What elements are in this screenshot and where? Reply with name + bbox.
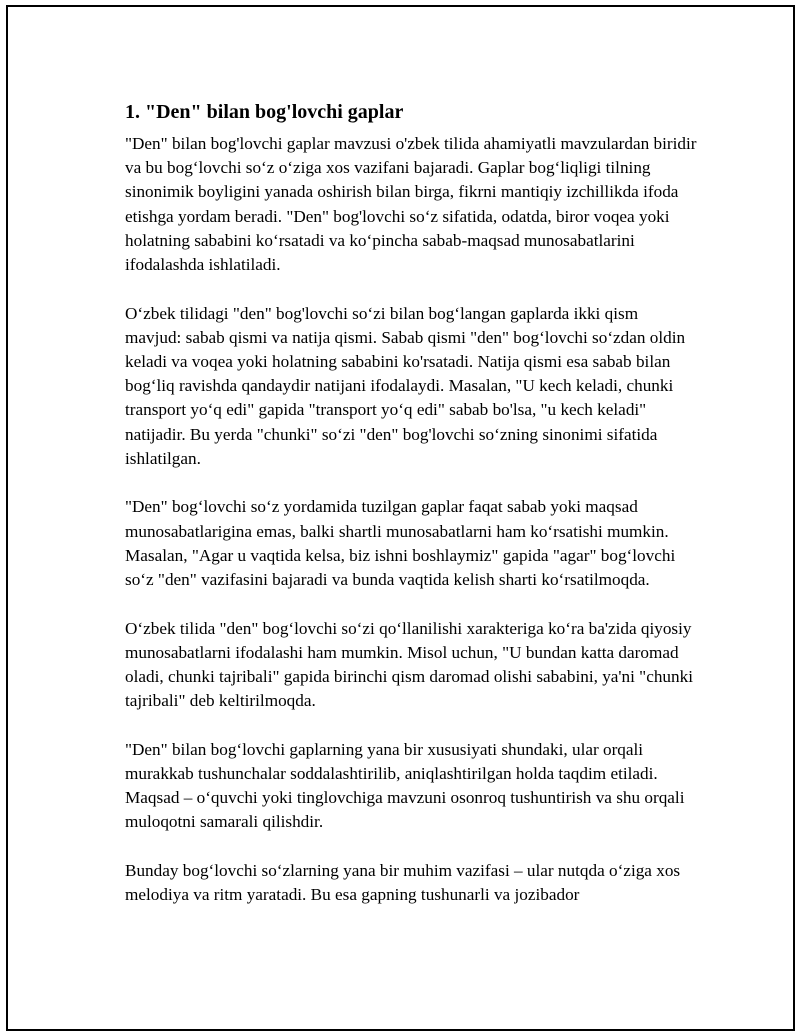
paragraph-3: "Den" bog‘lovchi so‘z yordamida tuzilgan gaplar faqat sabab yoki maqsad munosabatlarigina emas, balki shartli munosabatlarni ham ko‘rsatishi mumkin. Masalan, "Agar u vaqtida kelsa, biz ishni boshlaymiz" gapida "agar" bog‘lovchi so‘z "den" vazifasini bajaradi va bunda vaqtida kelish sharti ko‘rsatilmoqda. [125, 497, 676, 590]
paragraph-6: Bunday bog‘lovchi so‘zlarning yana bir muhim vazifasi – ular nutqda o‘ziga xos melodiya va ritm yaratadi. Bu esa gapning tushunarli va jozibador [125, 861, 681, 905]
paragraph-5: "Den" bilan bog‘lovchi gaplarning yana bir xususiyati shundaki, ular orqali murakkab tushunchalar soddalashtirilib, aniqlashtirilgan holda taqdim etiladi. Maqsad – o‘quvchi yoki tinglovchiga mavzuni osonroq tushuntirish va shu orqali muloqotni samarali qilishdir. [125, 739, 685, 832]
paragraph-2: O‘zbek tilidagi "den" bog'lovchi so‘zi bilan bog‘langan gaplarda ikki qism mavjud: sabab qismi va natija qismi. Sabab qismi "den" bog‘lovchi so‘zdan oldin keladi va voqea yoki holatning sababini ko'rsatadi. Natija qismi esa sabab bilan bog‘liq ravishda qandaydir natijani ifodalaydi. Masalan, "U kech keladi, chunki transport yo‘q edi" gapida "transport yo‘q edi" sabab bo'lsa, "u kech keladi" natijadir. Bu yerda "chunki" so‘zi "den" bog'lovchi so‘zning sinonimi sifatida ishlatilgan. [125, 303, 686, 468]
paragraph-4: O‘zbek tilida "den" bog‘lovchi so‘zi qo‘llanilishi xarakteriga ko‘ra ba'zida qiyosiy munosabatlarni ifodalashi ham mumkin. Misol uchun, "U bundan katta daromad oladi, chunki tajribali" gapida birinchi qism daromad olishi sababini, ya'ni "chunki tajribali" deb keltirilmoqda. [125, 618, 693, 711]
document-body [125, 99, 697, 932]
paragraph-1: "Den" bilan bog'lovchi gaplar mavzusi o'zbek tilida ahamiyatli mavzulardan biridir va bu bog‘lovchi so‘z o‘ziga xos vazifani bajaradi. Gaplar bog‘liqligi tilning sinonimik boyligini yanada oshirish bilan birga, fikrni mantiqiy izchillikda ifoda etishga yordam beradi. "Den" bog'lovchi so‘z sifatida, odatda, biror voqea yoki holatning sababini ko‘rsatadi va ko‘pincha sabab-maqsad munosabatlarini ifodalashda ishlatiladi. [125, 134, 697, 275]
document-page [6, 5, 795, 1031]
section-heading: 1. "Den" bilan bog'lovchi gaplar [125, 101, 404, 123]
